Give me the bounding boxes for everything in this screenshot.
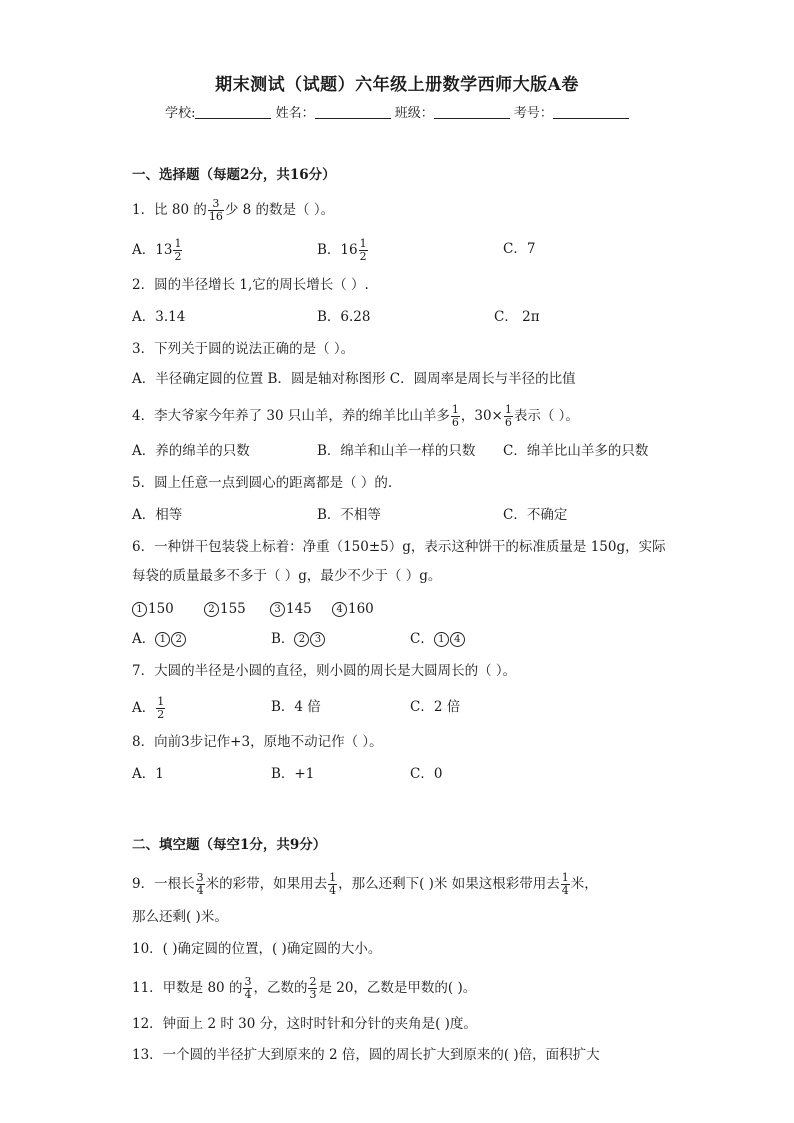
q11-fraction-1 xyxy=(243,976,252,1001)
section1-heading: 一、选择题（每题2分，共16分） xyxy=(132,167,336,183)
q7-stem: 7．大圆的半径是小圆的直径，则小圆的周长是大圆周长的（ ）。 xyxy=(132,663,517,679)
q1-option-a[interactable] xyxy=(132,238,183,263)
number-blank[interactable] xyxy=(553,104,629,119)
q9-f3-num: 1 xyxy=(561,871,569,884)
q6-c-label: C． xyxy=(410,631,434,647)
q6-choice-1 xyxy=(132,600,174,618)
number-label: 考号： xyxy=(513,106,553,121)
q6-a-label: A． xyxy=(132,631,156,647)
q6-choice-4 xyxy=(332,600,374,618)
q7-a-label: A． xyxy=(132,700,156,716)
q6-choice-3 xyxy=(270,600,312,618)
q11-fraction-2 xyxy=(308,976,317,1001)
circled-number-icon: 4 xyxy=(332,602,347,617)
q11-f1-den: 4 xyxy=(244,988,252,1001)
q6-value-4: 160 xyxy=(348,601,374,617)
q7-option-b[interactable]: B．4 倍 xyxy=(271,699,321,715)
circled-number-icon: 3 xyxy=(310,632,325,647)
exam-title: 期末测试（试题）六年级上册数学西师大版A卷 xyxy=(215,75,579,95)
q7-a-den: 2 xyxy=(157,708,165,721)
circled-number-icon: 2 xyxy=(294,632,309,647)
q1-a-num: 1 xyxy=(174,237,182,250)
q1-b-fraction xyxy=(359,238,368,263)
q1-option-c[interactable]: C．7 xyxy=(503,241,536,257)
q1-pre: 1．比 80 的 xyxy=(132,202,207,218)
q1-stem xyxy=(132,198,334,223)
q7-a-fraction xyxy=(156,696,165,721)
q3-options[interactable]: A．半径确定圆的位置 B．圆是轴对称图形 C．圆周率是周长与半径的比值 xyxy=(132,371,576,387)
q4-fraction-2 xyxy=(504,404,513,429)
q2-option-c[interactable]: C． 2π xyxy=(494,309,540,325)
q1-frac-den: 16 xyxy=(208,210,223,223)
q6-value-3: 145 xyxy=(286,601,312,617)
q4-f1-num: 1 xyxy=(451,403,459,416)
q4-option-c[interactable]: C．绵羊比山羊多的只数 xyxy=(503,443,649,459)
q9-f2-num: 1 xyxy=(329,871,337,884)
q6-stem-line2: 每袋的质量最多不多于（ ）g，最少不少于（ ）g。 xyxy=(132,568,442,584)
q1-b-whole: B．16 xyxy=(317,242,358,258)
q4-mid: ，30× xyxy=(460,408,503,424)
q13-stem[interactable]: 13．一个圆的半径扩大到原来的 2 倍，圆的周长扩大到原来的( )倍，面积扩大 xyxy=(132,1047,600,1063)
q4-f2-den: 6 xyxy=(504,416,512,429)
circled-number-icon: 2 xyxy=(204,602,219,617)
q2-stem: 2．圆的半径增长 1,它的周长增长（ ）. xyxy=(132,277,369,293)
circled-number-icon: 1 xyxy=(155,632,170,647)
q11-stem xyxy=(132,976,476,1001)
q8-option-a[interactable]: A．1 xyxy=(132,766,164,782)
q9-mid1: 米的彩带，如果用去 xyxy=(205,876,328,892)
q9-stem-line1 xyxy=(132,872,598,897)
q11-f1-num: 3 xyxy=(244,975,252,988)
name-label: 姓名： xyxy=(275,106,315,121)
q9-fraction-2 xyxy=(328,872,337,897)
q6-value-1: 150 xyxy=(148,601,174,617)
q5-option-b[interactable]: B．不相等 xyxy=(317,507,381,523)
q4-fraction-1 xyxy=(451,404,460,429)
circled-number-icon: 3 xyxy=(270,602,285,617)
class-blank[interactable] xyxy=(434,104,510,119)
q1-post: 少 8 的数是（ ）。 xyxy=(224,202,335,218)
q11-pre: 11．甲数是 80 的 xyxy=(132,980,243,996)
q8-option-b[interactable]: B．+1 xyxy=(271,766,315,782)
q4-stem xyxy=(132,404,579,429)
q7-option-c[interactable]: C．2 倍 xyxy=(410,699,461,715)
q8-option-c[interactable]: C．0 xyxy=(410,766,443,782)
q9-f3-den: 4 xyxy=(561,884,569,897)
section2-heading: 二、填空题（每空1分，共9分） xyxy=(132,837,327,853)
circled-number-icon: 2 xyxy=(171,632,186,647)
q9-stem-line2[interactable]: 那么还剩( )米。 xyxy=(132,909,228,925)
q9-mid2[interactable]: ，那么还剩下( )米 如果这根彩带用去 xyxy=(338,876,560,892)
q1-fraction xyxy=(208,198,224,223)
q5-option-c[interactable]: C．不确定 xyxy=(503,507,568,523)
q1-option-b[interactable] xyxy=(317,238,369,263)
circled-number-icon: 1 xyxy=(132,602,147,617)
school-blank[interactable] xyxy=(195,104,271,119)
q6-option-a[interactable] xyxy=(132,630,187,648)
q11-f2-den: 3 xyxy=(309,988,317,1001)
q10-stem[interactable]: 10．( )确定圆的位置，( )确定圆的大小。 xyxy=(132,941,382,957)
q5-stem: 5．圆上任意一点到圆心的距离都是（ ）的. xyxy=(132,475,393,491)
q1-b-den: 2 xyxy=(359,250,367,263)
q7-option-a[interactable] xyxy=(132,696,166,721)
q4-post: 表示（ ）。 xyxy=(513,408,579,424)
circled-number-icon: 4 xyxy=(450,632,465,647)
q5-option-a[interactable]: A．相等 xyxy=(132,507,183,523)
q6-value-2: 155 xyxy=(220,601,246,617)
q6-option-b[interactable] xyxy=(271,630,326,648)
q4-option-b[interactable]: B．绵羊和山羊一样的只数 xyxy=(317,443,476,459)
q9-fraction-1 xyxy=(196,872,205,897)
q4-option-a[interactable]: A．养的绵羊的只数 xyxy=(132,443,250,459)
q6-b-label: B． xyxy=(271,631,295,647)
q9-f1-num: 3 xyxy=(196,871,204,884)
q6-choice-2 xyxy=(204,600,246,618)
student-info-line xyxy=(0,102,794,121)
q1-b-num: 1 xyxy=(359,237,367,250)
q2-option-b[interactable]: B．6.28 xyxy=(317,309,371,325)
q4-f1-den: 6 xyxy=(451,416,459,429)
q3-stem: 3．下列关于圆的说法正确的是（ ）。 xyxy=(132,341,355,357)
q1-a-den: 2 xyxy=(174,250,182,263)
q9-pre: 9．一根长 xyxy=(132,876,195,892)
q8-stem: 8．向前3步记作+3，原地不动记作（ ）。 xyxy=(132,734,383,750)
q1-a-fraction xyxy=(173,238,182,263)
q6-option-c[interactable] xyxy=(410,630,466,648)
q9-f1-den: 4 xyxy=(196,884,204,897)
class-label: 班级： xyxy=(394,106,434,121)
name-blank[interactable] xyxy=(315,104,391,119)
q9-f2-den: 4 xyxy=(329,884,337,897)
q11-post[interactable]: 是 20，乙数是甲数的( )。 xyxy=(318,980,477,996)
q2-option-a[interactable]: A．3.14 xyxy=(132,309,186,325)
q4-f2-num: 1 xyxy=(504,403,512,416)
q6-stem-line1: 6．一种饼干包装袋上标着：净重（150±5）g，表示这种饼干的标准质量是 150g，实际 xyxy=(132,539,666,555)
q11-mid: ，乙数的 xyxy=(253,980,308,996)
q4-pre: 4．李大爷家今年养了 30 只山羊，养的绵羊比山羊多 xyxy=(132,408,450,424)
q9-fraction-3 xyxy=(561,872,570,897)
circled-number-icon: 1 xyxy=(434,632,449,647)
q9-post: 米， xyxy=(570,876,598,892)
q7-a-num: 1 xyxy=(157,695,165,708)
q1-a-whole: A．13 xyxy=(132,242,173,258)
q12-stem[interactable]: 12．钟面上 2 时 30 分，这时时针和分针的夹角是( )度。 xyxy=(132,1016,477,1032)
school-label: 学校: xyxy=(165,106,196,121)
q11-f2-num: 2 xyxy=(309,975,317,988)
q1-frac-num: 3 xyxy=(208,198,224,211)
